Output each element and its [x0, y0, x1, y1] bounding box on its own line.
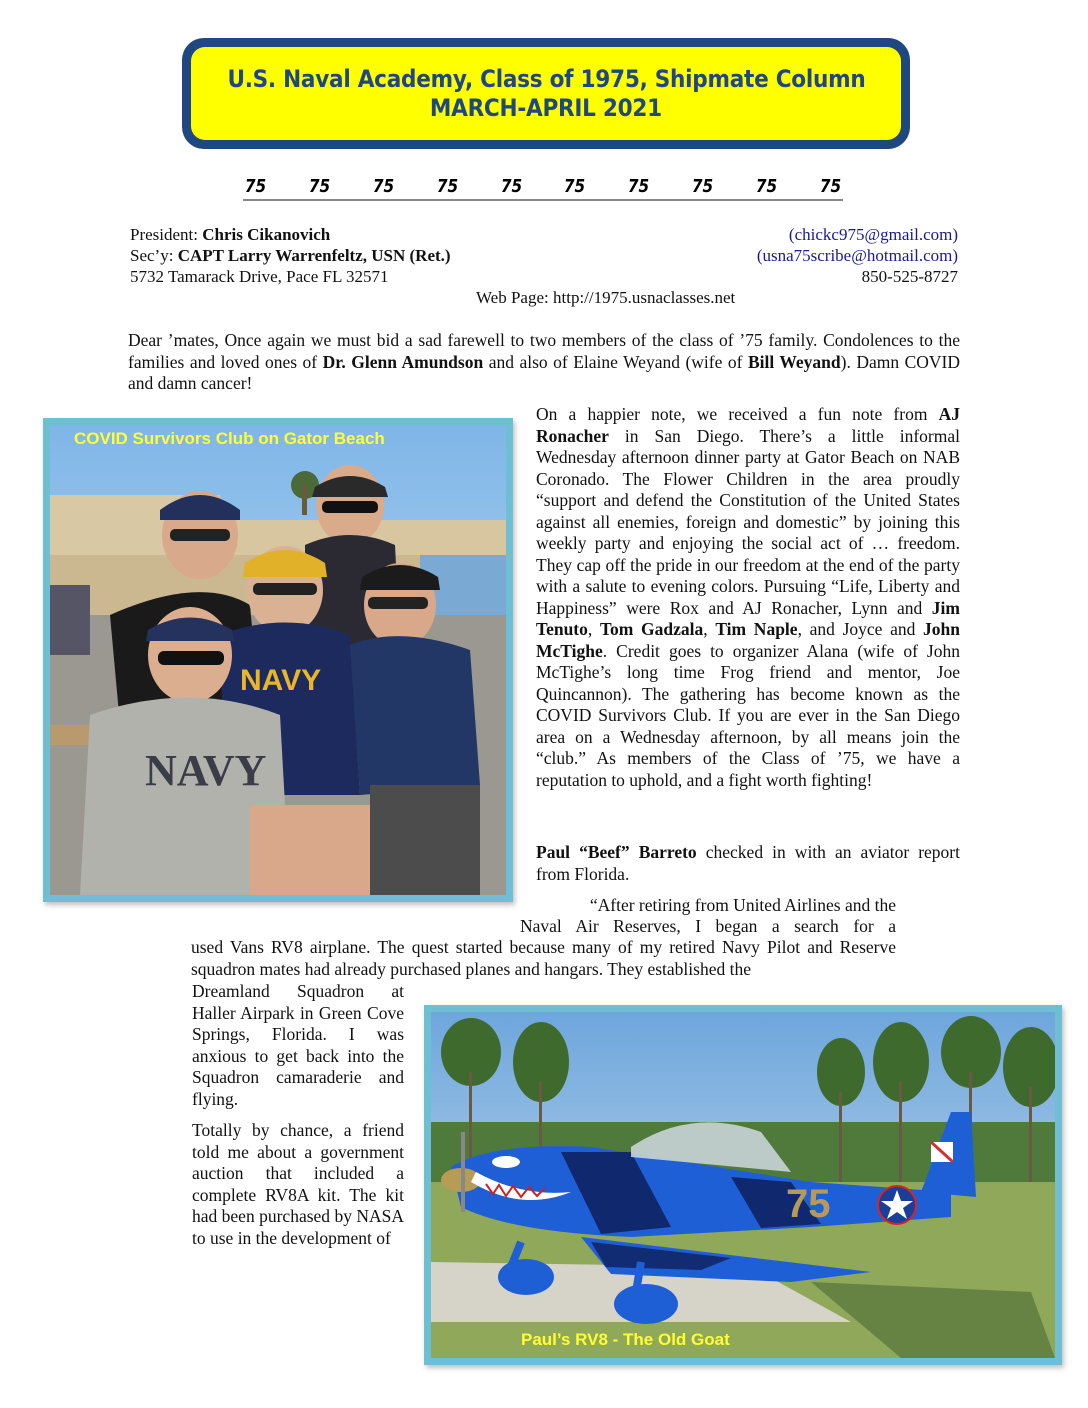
- president-label: President:: [130, 225, 203, 244]
- banner-issue-date: MARCH-APRIL 2021: [429, 93, 663, 122]
- class-mark: 75: [692, 176, 714, 197]
- quote-line-2: Naval Air Reserves, I began a search for a: [520, 916, 896, 936]
- plane-number: 75: [786, 1182, 831, 1226]
- name-john-mctighe: John McTighe: [536, 619, 961, 661]
- class-mark: 75: [628, 176, 650, 197]
- plane-photo-image: [431, 1012, 1055, 1358]
- class-mark: 75: [564, 176, 586, 197]
- plane-photo: [431, 1012, 1055, 1358]
- survivors-photo: [50, 425, 506, 895]
- intro-paragraph: Dear ’mates, Once again we must bid a sad farewell to two members of the class of ’75 family. Condolences to the families and loved ones of Dr. Glenn Amundson and also of Elaine Weyand (wife of Bill Weyand). Damn COVID and damn cancer!: [128, 330, 960, 393]
- plane-photo-frame: [424, 1005, 1062, 1365]
- plane-photo-caption: Paul’s RV8 - The Old Goat: [521, 1330, 730, 1349]
- name-tim-naple: Tim Naple: [715, 619, 798, 639]
- secretary-info: [130, 245, 451, 266]
- secretary-label: Sec’y:: [130, 246, 178, 265]
- mailing-address: 5732 Tamarack Drive, Pace FL 32571: [130, 267, 389, 286]
- secretary-name: CAPT Larry Warrenfeltz, USN (Ret.): [177, 246, 451, 265]
- barreto-paragraph: Paul “Beef” Barreto checked in with an aviator report from Florida.: [536, 842, 960, 884]
- president-email[interactable]: (chickc975@gmail.com): [788, 225, 958, 244]
- survivors-photo-image: [50, 425, 506, 895]
- banner-title: U.S. Naval Academy, Class of 1975, Shipmate Column: [226, 64, 866, 93]
- phone-number: 850-525-8727: [861, 267, 958, 286]
- survivors-photo-frame: [43, 418, 513, 902]
- class-mark: 75: [436, 176, 458, 197]
- quote-column-p2: Totally by chance, a friend told me about a government auction that included a complete RV8A kit. The kit had been purchased by NASA to use in the development of: [192, 1120, 404, 1248]
- survivors-photo-caption: COVID Survivors Club on Gator Beach: [74, 429, 385, 448]
- quote-line-1: “After retiring from United Airlines and the: [589, 895, 896, 915]
- gator-beach-paragraph: On a happier note, we received a fun note from AJ Ronacher in San Diego. There’s a little informal Wednesday afternoon dinner party at Gator Beach on NAB Coronado. The Flower Children in the area proudly “support and defend the Constitution of the United States against all enemies, foreign and domestic” by joining this weekly party and enjoying the social act of … freedom. They cap off the pride in our freedom at the end of the party with a salute to evening colors. Pursuing “Life, Liberty and Happiness” were Rox and AJ Ronacher, Lynn and Jim Tenuto, Tom Gadzala, Tim Naple, and Joyce and John McTighe. Credit goes to organizer Alana (wife of John McTighe’s long time Frog friend and mentor, Joe Quincannon). The gathering has become known as the COVID Survivors Club. If you are ever in the San Diego area on a Wednesday afternoon, by all means join the “club.” As members of the Class of ’75, we have a reputation to uphold, and a fight worth fighting!: [536, 404, 961, 790]
- quote-column-p1: Dreamland Squadron at Haller Airpark in Green Cove Springs, Florida. I was anxious to get back into the Squadron camaraderie and flying.: [192, 981, 404, 1109]
- name-jim-tenuto: Jim Tenuto: [536, 597, 960, 639]
- quote-column: [192, 981, 404, 1259]
- navy-grey-shirt-text: NAVY: [145, 746, 267, 795]
- class-mark: 75: [500, 176, 522, 197]
- class-mark: 75: [755, 176, 778, 197]
- president-info: [130, 224, 330, 245]
- class-year-rule: [243, 176, 843, 201]
- secretary-email[interactable]: (usna75scribe@hotmail.com): [756, 246, 958, 265]
- navy-shirt-text: NAVY: [240, 664, 322, 697]
- class-mark: 75: [308, 176, 331, 197]
- web-page-link[interactable]: Web Page: http://1975.usnaclasses.net: [476, 288, 736, 307]
- class-mark: 75: [372, 176, 394, 197]
- class-mark: 75: [244, 176, 267, 197]
- name-paul-barreto: Paul “Beef” Barreto: [536, 842, 697, 862]
- banner-inner: [191, 47, 901, 140]
- president-name: Chris Cikanovich: [202, 225, 331, 244]
- name-bill-weyand: Bill Weyand: [747, 351, 841, 372]
- quote-line-3: used Vans RV8 airplane. The quest started because many of my retired Navy Pilot and Reserve squadron mates had already purchased planes and hangars. They established the: [191, 937, 896, 979]
- name-glenn-amundson: Dr. Glenn Amundson: [322, 351, 484, 372]
- class-mark: 75: [819, 176, 842, 197]
- name-tom-gadzala: Tom Gadzala: [599, 619, 704, 639]
- column-banner: [182, 38, 910, 149]
- name-aj-ronacher: AJ Ronacher: [536, 404, 960, 446]
